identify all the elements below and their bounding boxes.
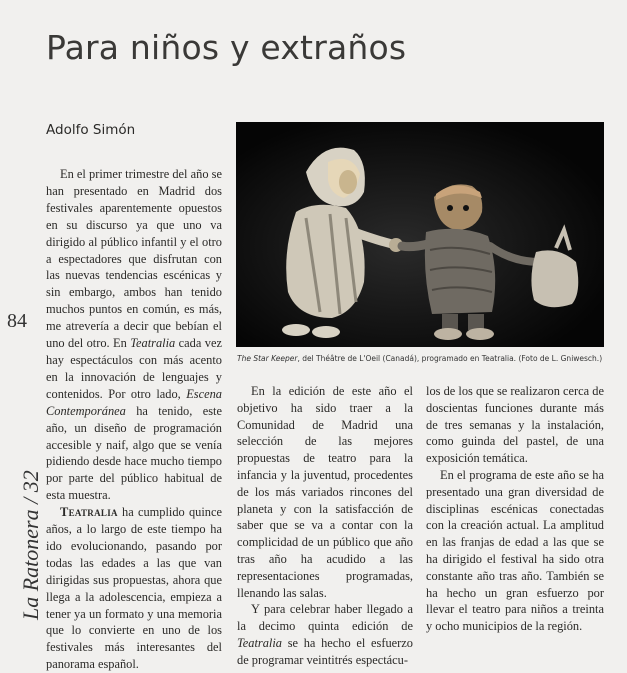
paragraph: Teatralia ha cumplido quince años, a lo largo de este tiempo ha ido evolucionando, pasando por todas las edades a las que van dirigidas sus propuestas, ahora que llega a la adolescencia, empieza a tener ya un formato y una memoria que lo convierte en uno de los festivales más interesantes del panorama español. (46, 505, 222, 672)
paragraph: los de los que se realizaron cerca de doscientas funciones durante más de tres semanas y la instalación, como guinda del pastel, de una exposición temática. (426, 384, 604, 466)
paragraph: En el primer trimestre del año se han presentado en Madrid dos festivales aparentemente opuestos en su discurso ya que uno va dirigido al público infantil y el otro a espectadores que disfrutan con las nuevas tendencias escénicas y sin embargo, ambos han tenido muchos puntos en común, es más, me atrevería a decir que bebían el uno del otro. En Teatralia cada vez hay espectáculos con más acento en la innovación de lenguajes y contenidos. Por otro lado, Escena Contemporánea ha tenido, este año, un diseño de programación accesible y naif, algo que se venía pidiendo desde hace mucho tiempo por parte del público habitual de esta muestra. (46, 167, 222, 503)
running-head: La Ratonera / 32 (18, 470, 43, 620)
photo-caption: The Star Keeper, del Théâtre de L'Oeil (Canadá), programado en Teatralia. (Foto de L. Gniwesch.) (237, 354, 603, 363)
article-author: Adolfo Simón (46, 122, 136, 138)
puppet-photo (236, 122, 604, 347)
puppet-illustration (236, 122, 604, 347)
paragraph: En el programa de este año se ha presentado una gran diversidad de disciplinas escénicas conectadas con la creación actual. La amplitud en las franjas de edad a las que se ha dirigido el festival ha sido otra constante año tras año. También se ha hecho un gran esfuerzo por llevar el teatro para niños a treinta y ocho municipios de la región. (426, 467, 604, 634)
paragraph: En la edición de este año el objetivo ha sido traer a la Comunidad de Madrid una selección de las mejores propuestas de teatro para la infancia y la juventud, procedentes de los más variados rincones del planeta y con la satisfacción de saber que se va a contar con la complicidad de un público que año tras año ha acudido a las representaciones programadas, llenando las salas. (237, 384, 413, 600)
page-number: 84 (7, 310, 27, 332)
body-column-left (46, 166, 222, 673)
article-title: Para niños y extraños (46, 28, 407, 67)
body-column-right (426, 383, 604, 635)
body-column-middle (237, 383, 413, 669)
paragraph: Y para celebrar haber llegado a la decimo quinta edición de Teatralia se ha hecho el esfuerzo de programar veintitrés espectácu- (237, 602, 413, 667)
